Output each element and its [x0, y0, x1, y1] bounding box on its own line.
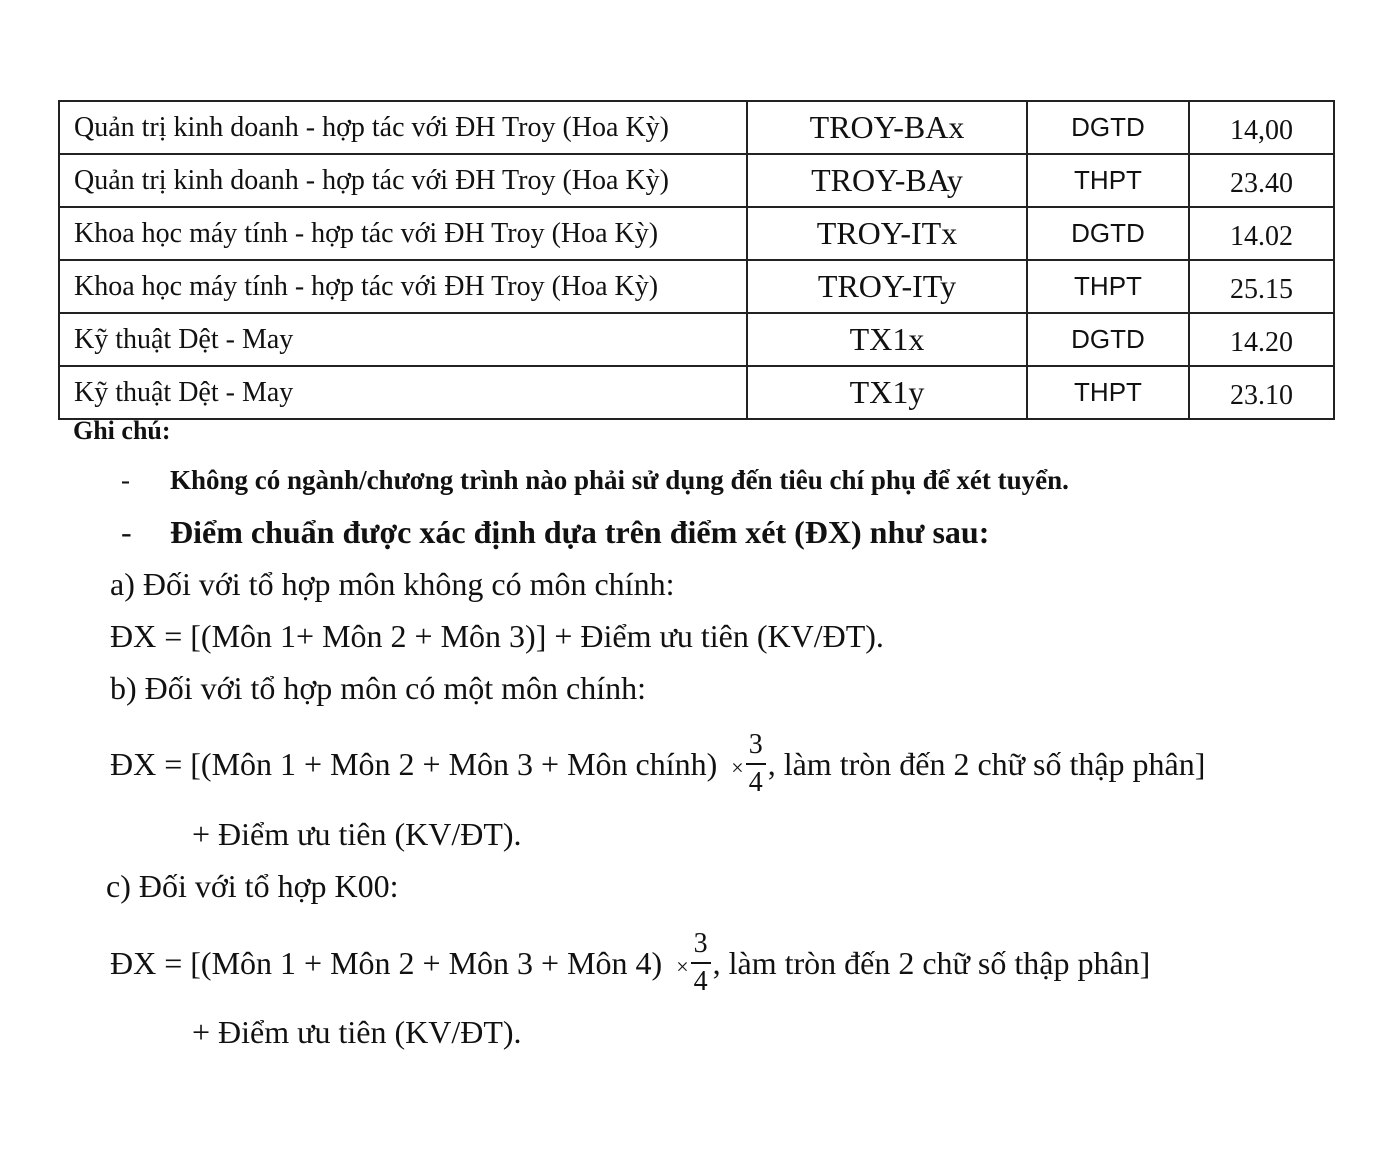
fraction-denominator: 4 [693, 966, 708, 997]
note-text: Không có ngành/chương trình nào phải sử dụng đến tiêu chí phụ để xét tuyển. [170, 465, 1069, 495]
case-a-formula: ĐX = [(Môn 1+ Môn 2 + Môn 3)] + Điểm ưu tiên (KV/ĐT). [110, 618, 884, 654]
program-name-cell: Khoa học máy tính - hợp tác với ĐH Troy (Hoa Kỳ) [59, 207, 747, 260]
program-code-cell: TROY-ITy [747, 260, 1027, 313]
cutoff-score-cell: 25.15 [1189, 260, 1334, 313]
formula-tail: , làm tròn đến 2 chữ số thập phân] [767, 745, 1206, 782]
admission-score-table [58, 100, 1335, 420]
admission-method-cell: THPT [1027, 260, 1189, 313]
table-row [59, 207, 1334, 260]
case-c-formula [110, 930, 1150, 996]
table-row [59, 313, 1334, 366]
case-b-formula-continuation: + Điểm ưu tiên (KV/ĐT). [192, 816, 522, 852]
fraction-numerator: 3 [748, 729, 763, 760]
bullet-dash: - [121, 465, 130, 495]
multiply-sign: × [676, 954, 689, 979]
note-bullet-no-secondary-criteria [121, 465, 1069, 496]
program-code-cell: TROY-ITx [747, 207, 1027, 260]
table-row [59, 101, 1334, 154]
bullet-dash: - [121, 514, 132, 550]
note-text: Điểm chuẩn được xác định dựa trên điểm xét (ĐX) như sau: [170, 514, 990, 550]
program-name-cell: Quản trị kinh doanh - hợp tác với ĐH Troy (Hoa Kỳ) [59, 154, 747, 207]
note-bullet-score-definition [121, 514, 989, 551]
program-name-cell: Kỹ thuật Dệt - May [59, 366, 747, 419]
cutoff-score-cell: 14.20 [1189, 313, 1334, 366]
program-name-cell: Kỹ thuật Dệt - May [59, 313, 747, 366]
program-name-cell: Khoa học máy tính - hợp tác với ĐH Troy (Hoa Kỳ) [59, 260, 747, 313]
program-name-cell: Quản trị kinh doanh - hợp tác với ĐH Troy (Hoa Kỳ) [59, 101, 747, 154]
table-row [59, 366, 1334, 419]
notes-heading: Ghi chú: [73, 416, 171, 445]
program-code-cell: TX1y [747, 366, 1027, 419]
table-row [59, 154, 1334, 207]
formula-tail: , làm tròn đến 2 chữ số thập phân] [712, 944, 1151, 981]
admission-method-cell: THPT [1027, 366, 1189, 419]
case-b-heading: b) Đối với tổ hợp môn có một môn chính: [110, 670, 647, 706]
program-code-cell: TROY-BAy [747, 154, 1027, 207]
cutoff-score-cell: 23.10 [1189, 366, 1334, 419]
admission-method-cell: DGTD [1027, 207, 1189, 260]
cutoff-score-cell: 14,00 [1189, 101, 1334, 154]
case-c-heading: c) Đối với tổ hợp K00: [106, 868, 399, 904]
cutoff-score-cell: 14.02 [1189, 207, 1334, 260]
fraction-three-quarters [746, 731, 766, 797]
program-code-cell: TX1x [747, 313, 1027, 366]
admission-method-cell: DGTD [1027, 101, 1189, 154]
multiply-sign: × [731, 755, 744, 780]
formula-lead: ĐX = [(Môn 1 + Môn 2 + Môn 3 + Môn chính) [110, 745, 718, 782]
fraction-numerator: 3 [693, 928, 708, 959]
admission-method-cell: THPT [1027, 154, 1189, 207]
fraction-denominator: 4 [748, 767, 763, 798]
case-b-formula [110, 731, 1205, 797]
program-code-cell: TROY-BAx [747, 101, 1027, 154]
formula-lead: ĐX = [(Môn 1 + Môn 2 + Môn 3 + Môn 4) [110, 944, 663, 981]
fraction-bar [746, 763, 766, 765]
table-row [59, 260, 1334, 313]
fraction-bar [691, 962, 711, 964]
fraction-three-quarters [691, 930, 711, 996]
cutoff-score-cell: 23.40 [1189, 154, 1334, 207]
admission-method-cell: DGTD [1027, 313, 1189, 366]
case-a-heading: a) Đối với tổ hợp môn không có môn chính: [110, 566, 675, 602]
case-c-formula-continuation: + Điểm ưu tiên (KV/ĐT). [192, 1014, 522, 1050]
